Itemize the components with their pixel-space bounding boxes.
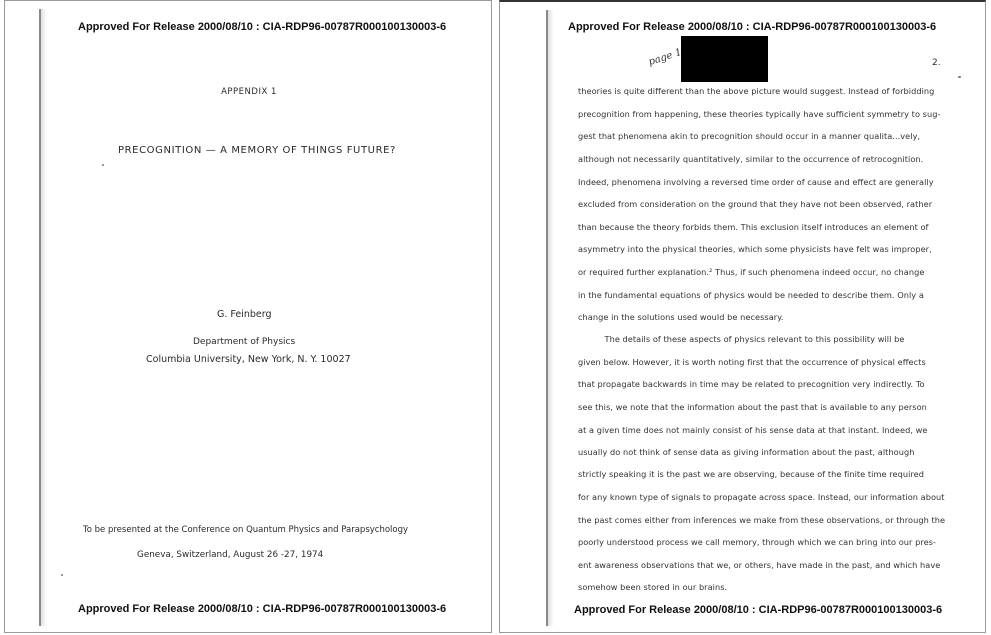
- binding-shadow: [41, 9, 47, 626]
- body-line: usually do not think of sense data as giving information about the past, although: [578, 447, 915, 457]
- body-line: ent awareness observations that we, or others, have made in the past, and which have: [578, 560, 941, 570]
- release-stamp-footer: Approved For Release 2000/08/10 : CIA-RDP96-00787R000100130003-6: [78, 603, 447, 615]
- conference-line: To be presented at the Conference on Quantum Physics and Parapsychology: [83, 525, 409, 535]
- scan-speck: [61, 574, 63, 576]
- body-line: The details of these aspects of physics relevant to this possibility will be: [578, 334, 905, 344]
- page-number: 2.: [932, 58, 941, 68]
- paper-title: PRECOGNITION — A MEMORY OF THINGS FUTURE?: [118, 145, 396, 156]
- location-date-line: Geneva, Switzerland, August 26 -27, 1974: [137, 550, 324, 560]
- body-line: precognition from happening, these theories typically have sufficient symmetry to sug-: [578, 109, 941, 119]
- body-line: somehow been stored in our brains.: [578, 582, 728, 592]
- university-address: Columbia University, New York, N. Y. 10027: [146, 354, 351, 365]
- body-line: asymmetry into the physical theories, which some physicists have felt was improper,: [578, 244, 932, 254]
- author-name: G. Feinberg: [217, 309, 272, 320]
- scan-speck: [958, 76, 961, 78]
- release-stamp-header: Approved For Release 2000/08/10 : CIA-RDP96-00787R000100130003-6: [78, 21, 447, 33]
- binding-shadow: [548, 10, 554, 626]
- body-line: in the fundamental equations of physics would be needed to describe them. Only a: [578, 290, 924, 300]
- body-line: poorly understood process we call memory, through which we can bring into our pres-: [578, 537, 937, 547]
- body-line: gest that phenomena akin to precognition should occur in a manner qualita...vely,: [578, 131, 921, 141]
- scan-speck: [102, 164, 104, 166]
- body-line: excluded from consideration on the ground that they have not been observed, rather: [578, 199, 933, 209]
- redaction-block: [681, 36, 768, 82]
- body-line: for any known type of signals to propagate across space. Instead, our information about: [578, 492, 945, 502]
- body-line: given below. However, it is worth noting first that the occurrence of physical effects: [578, 357, 926, 367]
- release-stamp-header: Approved For Release 2000/08/10 : CIA-RDP96-00787R000100130003-6: [568, 21, 937, 33]
- release-stamp-footer: Approved For Release 2000/08/10 : CIA-RDP96-00787R000100130003-6: [574, 604, 943, 616]
- body-line: see this, we note that the information about the past that is available to any person: [578, 402, 927, 412]
- body-line: Indeed, phenomena involving a reversed time order of cause and effect are generally: [578, 177, 934, 187]
- left-document-page: [4, 0, 492, 633]
- appendix-label: APPENDIX 1: [221, 87, 277, 97]
- right-document-page: [499, 0, 986, 633]
- body-line: change in the solutions used would be necessary.: [578, 312, 784, 322]
- body-line: or required further explanation.² Thus, if such phenomena indeed occur, no change: [578, 267, 925, 277]
- body-line: at a given time does not mainly consist of his sense data at that instant. Indeed, we: [578, 425, 928, 435]
- body-line: strictly speaking it is the past we are observing, because of the finite time required: [578, 469, 924, 479]
- body-line: although not necessarily quantitatively, similar to the occurrence of retrocognition.: [578, 154, 924, 164]
- department: Department of Physics: [193, 337, 296, 347]
- body-line: that propagate backwards in time may be related to precognition very indirectly. To: [578, 379, 925, 389]
- body-line: theories is quite different than the above picture would suggest. Instead of forbidding: [578, 86, 935, 96]
- handwritten-note: page 1: [647, 46, 684, 69]
- body-line: than because the theory forbids them. This exclusion itself introduces an element of: [578, 222, 929, 232]
- body-line: the past comes either from inferences we make from these observations, or through the: [578, 515, 946, 525]
